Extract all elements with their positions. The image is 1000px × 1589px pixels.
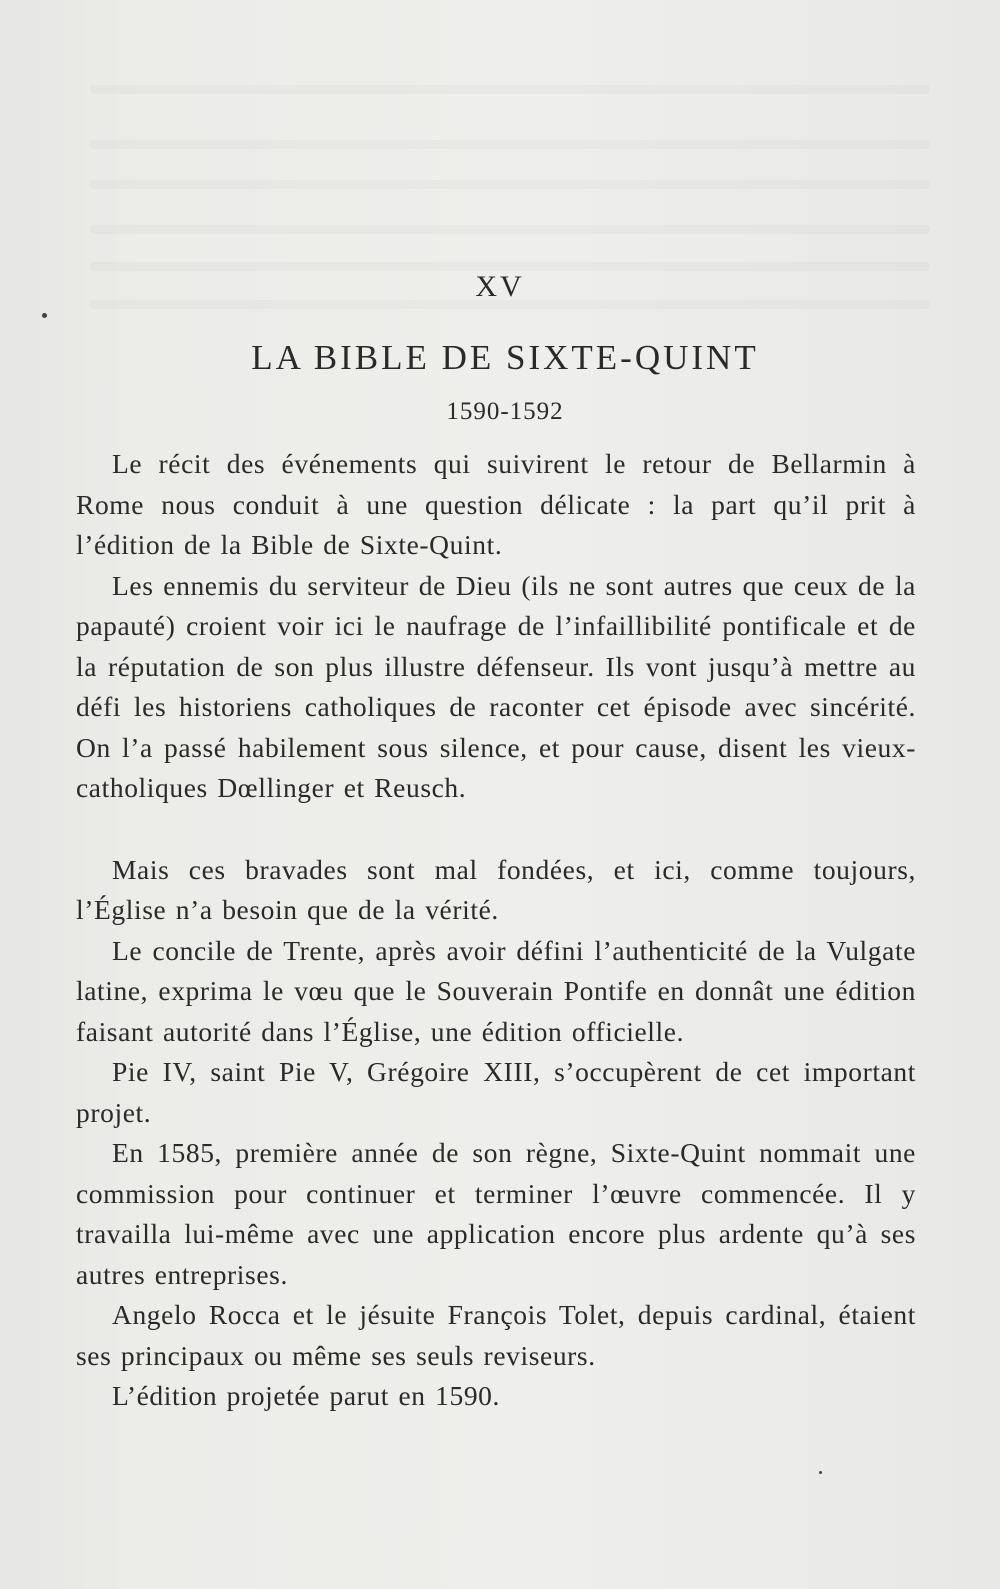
paragraph: Angelo Rocca et le jésuite François Tolet, depuis cardinal, étaient ses principaux ou même ses seuls reviseurs. bbox=[76, 1299, 916, 1371]
show-through-line bbox=[90, 180, 930, 189]
chapter-dates: 1590-1592 bbox=[446, 398, 564, 425]
chapter-number: XV bbox=[475, 270, 525, 303]
paragraph: En 1585, première année de son règne, Sixte-Quint nommait une commission pour continuer et terminer l’œuvre commencée. Il y travailla lui-même avec une application encore plus ardente qu’à ses autres entreprises. bbox=[76, 1137, 916, 1290]
show-through-line bbox=[90, 85, 930, 94]
ink-speck bbox=[819, 1471, 822, 1474]
paragraph: Mais ces bravades sont mal fondées, et ici, comme toujours, l’Église n’a besoin que de la vérité. bbox=[76, 853, 916, 925]
paragraph: Le concile de Trente, après avoir défini l’authenticité de la Vulgate latine, exprima le vœu que le Souverain Pontife en donnât une édition faisant autorité dans l’Église, une édition officielle. bbox=[76, 934, 916, 1047]
paragraph: Les ennemis du serviteur de Dieu (ils ne sont autres que ceux de la papauté) croient voir ici le naufrage de l’infaillibilité pontificale et de la réputation de son plus illustre défenseur. Ils vont jusqu’à mettre au défi les historiens catholiques de raconter cet épisode avec sincérité. On l’a passé habilement sous silence, et pour cause, disent les vieux-catholiques Dœllinger et Reusch. bbox=[76, 569, 916, 803]
show-through-line bbox=[90, 140, 930, 149]
body-text bbox=[76, 444, 916, 1417]
paragraph: L’édition projetée parut en 1590. bbox=[112, 1380, 500, 1411]
show-through-line bbox=[90, 225, 930, 234]
paragraph: Le récit des événements qui suivirent le retour de Bellarmin à Rome nous conduit à une question délicate : la part qu’il prit à l’édition de la Bible de Sixte-Quint. bbox=[76, 448, 916, 560]
paragraph: Pie IV, saint Pie V, Grégoire XIII, s’occupèrent de cet important projet. bbox=[76, 1056, 916, 1128]
ink-speck bbox=[42, 313, 47, 318]
chapter-title: LA BIBLE DE SIXTE-QUINT bbox=[251, 338, 759, 377]
